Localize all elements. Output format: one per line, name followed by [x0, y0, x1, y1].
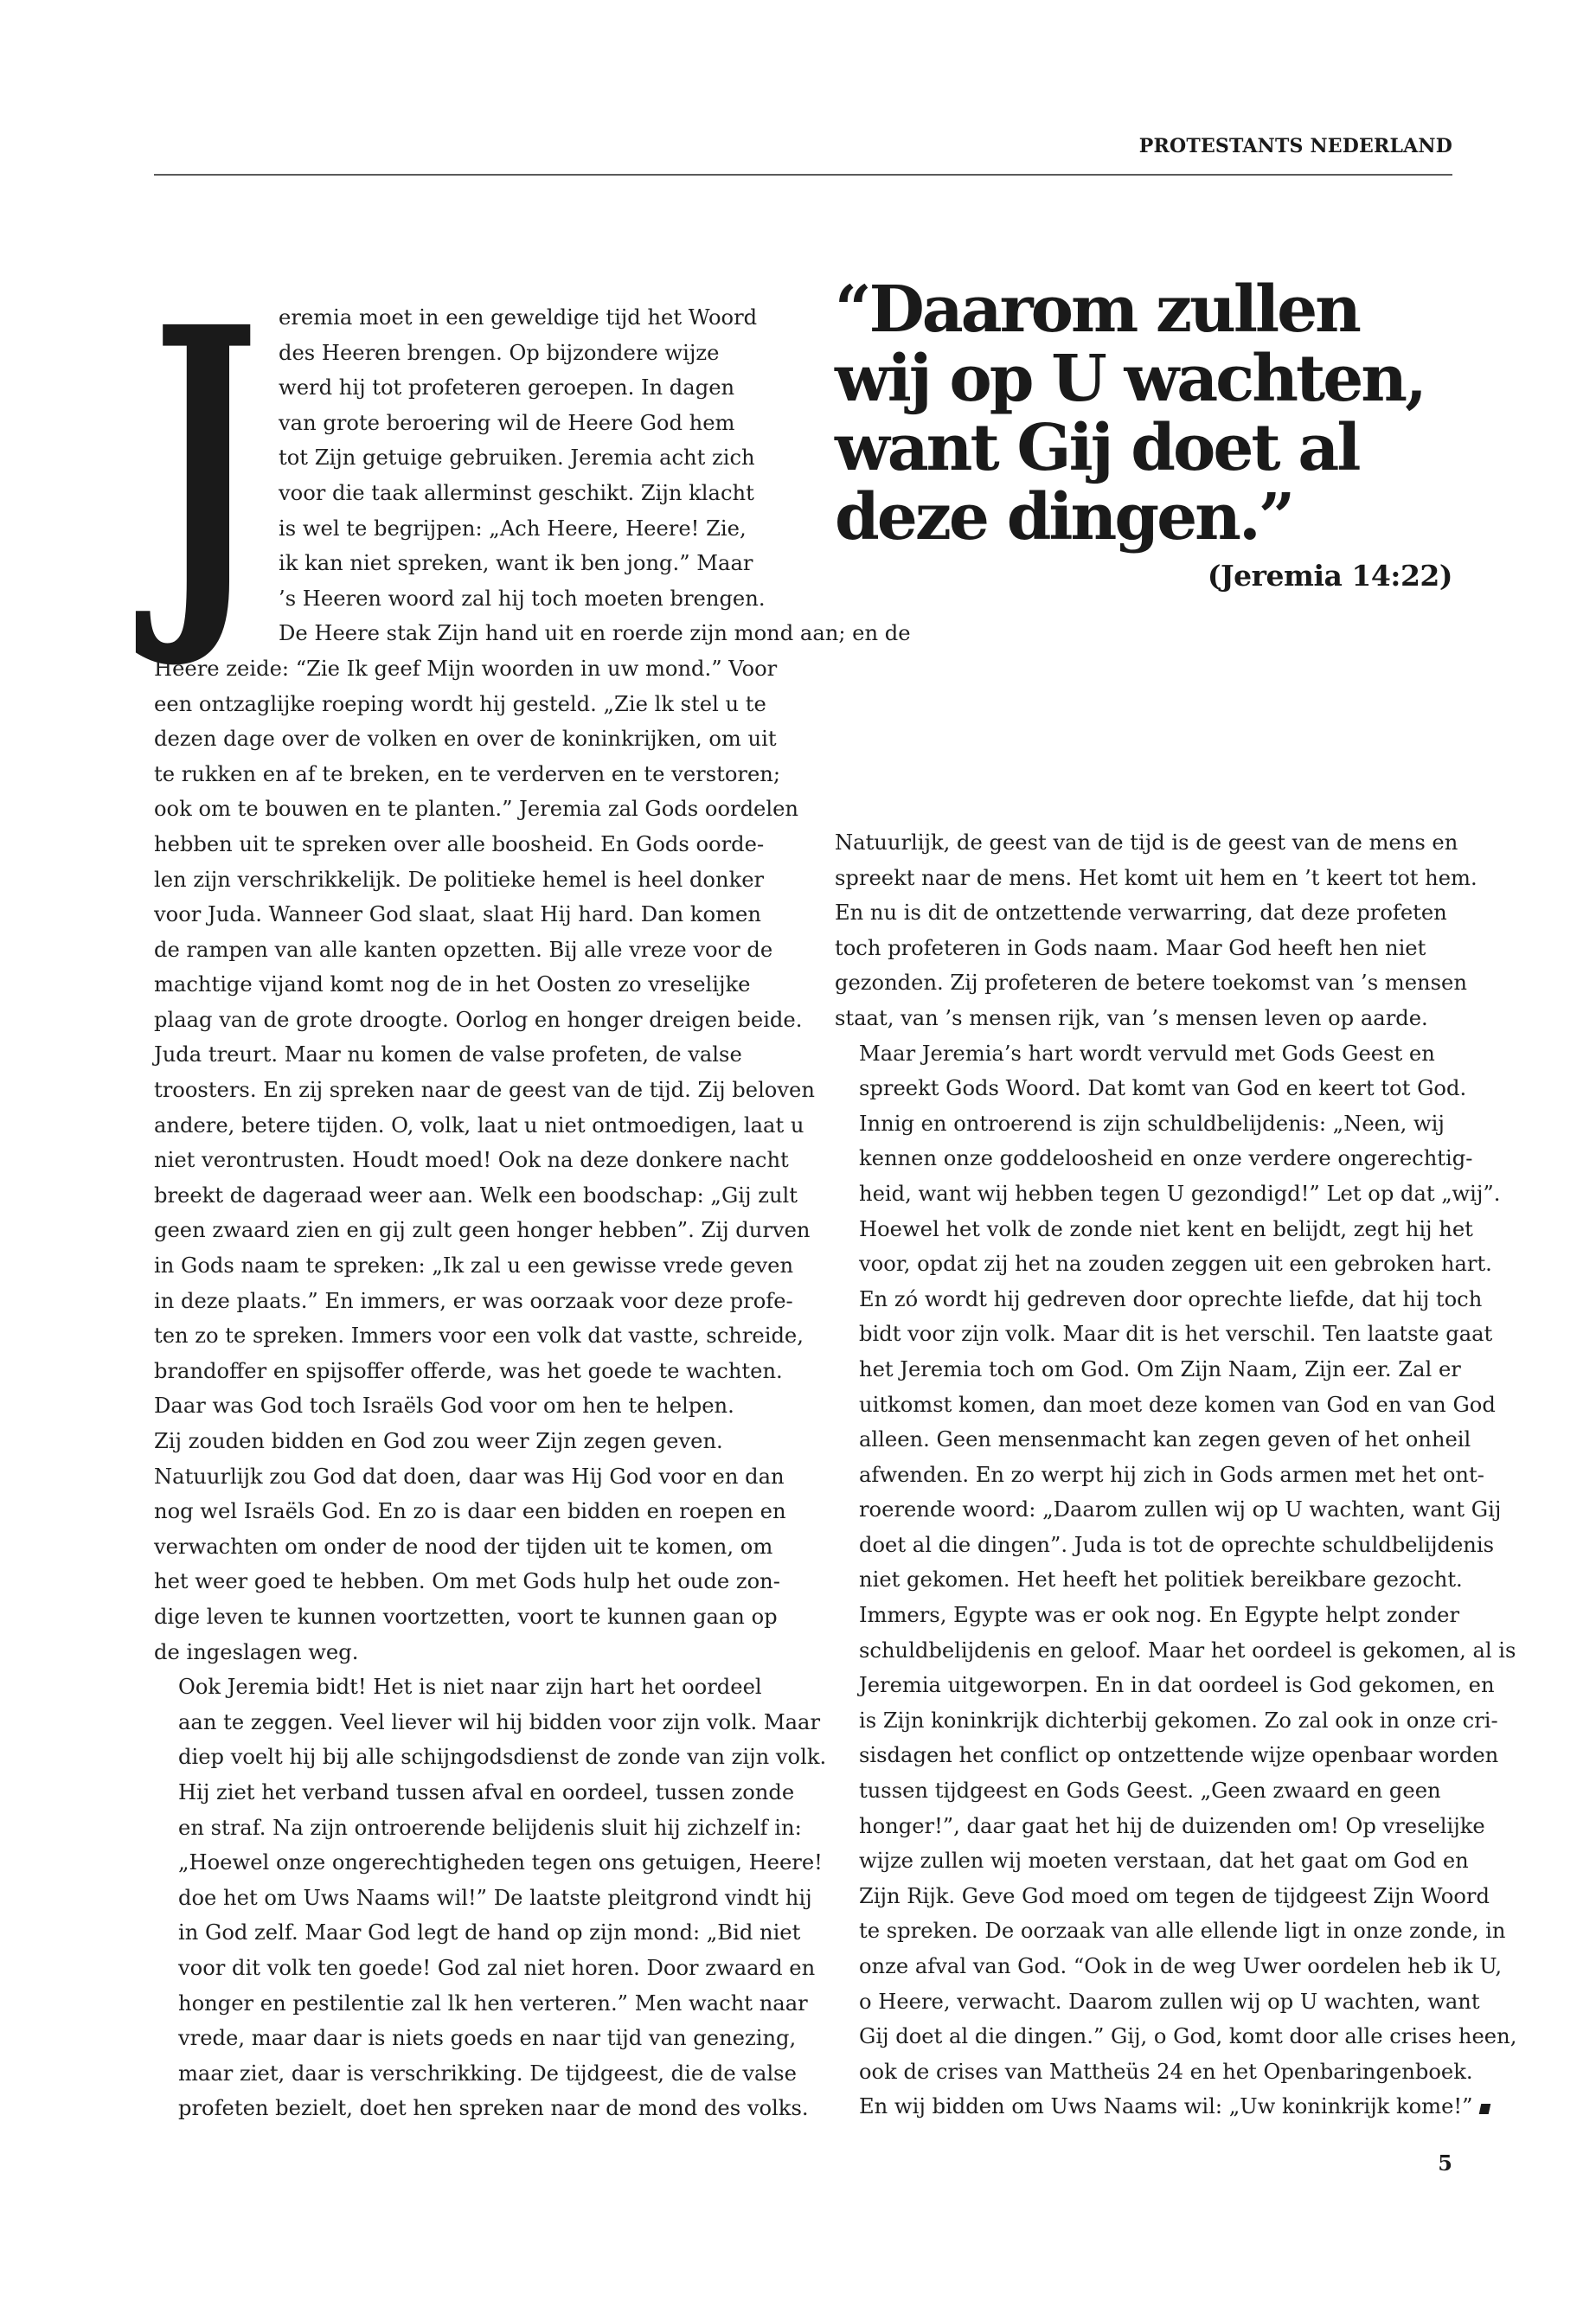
text-line: kennen onze goddeloosheid en onze verdere ongerechtig- [859, 1146, 1473, 1171]
text-line: aan te zeggen. Veel liever wil hij bidden voor zijn volk. Maar [178, 1709, 821, 1734]
pull-quote-line: “Daarom zullen [835, 272, 1359, 347]
text-line: Daar was God toch Israëls God voor om hen te helpen. [154, 1394, 734, 1419]
text-line: Immers, Egypte was er ook nog. En Egypte helpt zonder [859, 1603, 1460, 1628]
text-line: machtige vijand komt nog de in het Oosten zo vreselijke [154, 972, 751, 997]
text-line: verwachten om onder de nood der tijden uit te komen, om [154, 1534, 773, 1559]
text-line: Hoewel het volk de zonde niet kent en belijdt, zegt hij het [859, 1216, 1473, 1241]
text-line: bidt voor zijn volk. Maar dit is het verschil. Ten laatste gaat [859, 1322, 1493, 1347]
text-line: voor die taak allerminst geschikt. Zijn klacht [279, 480, 754, 505]
text-line: Ook Jeremia bidt! Het is niet naar zijn hart het oordeel [178, 1675, 762, 1700]
text-line: geen zwaard zien en gij zult geen honger hebben”. Zij durven [154, 1218, 811, 1243]
text-line: ook om te bouwen en te planten.” Jeremia zal Gods oordelen [154, 797, 798, 822]
text-line: te rukken en af te breken, en te verderven en te verstoren; [154, 761, 780, 786]
text-line: spreekt Gods Woord. Dat komt van God en keert tot God. [859, 1076, 1467, 1101]
text-line: honger!”, daar gaat het hij de duizenden om! Op vreselijke [859, 1813, 1485, 1838]
text-line: dezen dage over de volken en over de koninkrijken, om uit [154, 727, 777, 752]
text-line: nog wel Israëls God. En zo is daar een bidden en roepen en [154, 1499, 786, 1524]
text-line: het weer goed te hebben. Om met Gods hulp het oude zon- [154, 1569, 780, 1594]
text-line: ik kan niet spreken, want ik ben jong.” Maar [279, 551, 753, 576]
text-line: breekt de dageraad weer aan. Welk een boodschap: „Gij zult [154, 1183, 798, 1208]
text-line: Gij doet al die dingen.” Gij, o God, komt door alle crises heen, [859, 2024, 1517, 2049]
text-line: voor dit volk ten goede! God zal niet horen. Door zwaard en [178, 1955, 816, 1980]
text-line: Innig en ontroerend is zijn schuldbelijdenis: „Neen, wij [859, 1111, 1445, 1136]
text-line: spreekt naar de mens. Het komt uit hem en ’t keert tot hem. [835, 865, 1477, 890]
text-line: te spreken. De oorzaak van alle ellende ligt in onze zonde, in [859, 1919, 1506, 1944]
publication-title: PROTESTANTS NEDERLAND [1138, 135, 1452, 157]
text-line: voor Juda. Wanneer God slaat, slaat Hij hard. Dan komen [154, 902, 761, 927]
text-line: van grote beroering wil de Heere God hem [279, 410, 735, 435]
drop-cap: J [152, 249, 260, 676]
text-line: brandoffer en spijsoffer offerde, was het goede te wachten. [154, 1358, 783, 1383]
text-line: En zó wordt hij gedreven door oprechte liefde, dat hij toch [859, 1286, 1483, 1311]
text-line: Jeremia uitgeworpen. En in dat oordeel is God gekomen, en [859, 1673, 1495, 1698]
paragraph-4 [835, 1036, 1517, 2125]
page-header [154, 130, 1452, 176]
text-line: onze afval van God. “Ook in de weg Uwer oordelen heb ik U, [859, 1954, 1503, 1978]
text-line: is Zijn koninkrijk dichterbij gekomen. Zo zal ook in onze cri- [859, 1708, 1498, 1733]
pull-quote-reference: (Jeremia 14:22) [1207, 559, 1452, 593]
text-line: in God zelf. Maar God legt de hand op zijn mond: „Bid niet [178, 1920, 801, 1945]
text-line: De Heere stak Zijn hand uit en roerde zijn mond aan; en de [279, 621, 911, 646]
text-line: tussen tijdgeest en Gods Geest. „Geen zwaard en geen [859, 1779, 1441, 1804]
text-line: afwenden. En zo werpt hij zich in Gods armen met het ont- [859, 1462, 1484, 1487]
text-line: des Heeren brengen. Op bijzondere wijze [279, 340, 720, 365]
text-line: niet gekomen. Het heeft het politiek bereikbare gezocht. [859, 1567, 1463, 1593]
text-line: Natuurlijk zou God dat doen, daar was Hij God voor en dan [154, 1464, 785, 1489]
text-line: sisdagen het conflict op ontzettende wijze openbaar worden [859, 1743, 1499, 1768]
text-line: in deze plaats.” En immers, er was oorzaak voor deze profe- [154, 1288, 793, 1313]
text-line: len zijn verschrikkelijk. De politieke hemel is heel donker [154, 867, 765, 892]
paragraph-3 [835, 825, 1477, 1036]
pull-quote-line: want Gij doet al [835, 411, 1359, 485]
text-line: Hij ziet het verband tussen afval en oordeel, tussen zonde [178, 1779, 795, 1804]
text-line: het Jeremia toch om God. Om Zijn Naam, Zijn eer. Zal er [859, 1356, 1461, 1381]
text-line: andere, betere tijden. O, volk, laat u niet ontmoedigen, laat u [154, 1112, 804, 1138]
text-line: maar ziet, daar is verschrikking. De tijdgeest, die de valse [178, 2061, 797, 2086]
last-text-line [835, 2089, 1473, 2125]
text-line: gezonden. Zij profeteren de betere toekomst van ’s mensen [835, 971, 1467, 996]
text-line: hebben uit te spreken over alle boosheid. En Gods oorde- [154, 831, 765, 856]
text-line: een ontzaglijke roeping wordt hij gesteld. „Zie lk stel u te [154, 691, 766, 716]
text-line: doe het om Uws Naams wil!” De laatste pleitgrond vindt hij [178, 1885, 812, 1910]
text-line: en straf. Na zijn ontroerende belijdenis sluit hij zichzelf in: [178, 1815, 802, 1840]
left-column [152, 249, 911, 2126]
text-line: o Heere, verwacht. Daarom zullen wij op U wachten, want [859, 1989, 1480, 2014]
text-line: de rampen van alle kanten opzetten. Bij alle vreze voor de [154, 937, 773, 962]
text-line: wijze zullen wij moeten verstaan, dat het gaat om God en [859, 1849, 1469, 1874]
text-line: ’s Heeren woord zal hij toch moeten brengen. [279, 586, 766, 611]
text-line: vrede, maar daar is niets goeds en naar tijd van genezing, [178, 2026, 797, 2051]
paragraph-2 [154, 1670, 827, 2126]
text-line: uitkomst komen, dan moet deze komen van God en van God [859, 1392, 1496, 1417]
end-of-article-mark [1478, 2104, 1490, 2114]
text-line: roerende woord: „Daarom zullen wij op U wachten, want Gij [859, 1497, 1502, 1522]
text-line: ten zo te spreken. Immers voor een volk dat vastte, schreide, [154, 1324, 804, 1349]
text-line: profeten bezielt, doet hen spreken naar de mond des volks. [178, 2096, 809, 2121]
text-line: voor, opdat zij het na zouden zeggen uit een gebroken hart. [859, 1252, 1492, 1277]
pull-quote [835, 272, 1458, 554]
text-line: Zijn Rijk. Geve God moed om tegen de tijdgeest Zijn Woord [859, 1883, 1490, 1908]
text-line: schuldbelijdenis en geloof. Maar het oordeel is gekomen, al is [859, 1638, 1516, 1663]
text-line: staat, van ’s mensen rijk, van ’s mensen leven op aarde. [835, 1005, 1428, 1030]
text-line: eremia moet in een geweldige tijd het Woord [279, 305, 758, 330]
text-line: Natuurlijk, de geest van de tijd is de geest van de mens en [835, 830, 1458, 855]
text-line: diep voelt hij bij alle schijngodsdienst de zonde van zijn volk. [178, 1745, 827, 1770]
text-line: alleen. Geen mensenmacht kan zegen geven of het onheil [859, 1427, 1471, 1452]
text-line: tot Zijn getuige gebruiken. Jeremia acht zich [279, 445, 755, 471]
text-line: heid, want wij hebben tegen U gezondigd!” Let op dat „wij”. [859, 1181, 1501, 1206]
pull-quote-line: wij op U wachten, [835, 342, 1425, 416]
text-line: Juda treurt. Maar nu komen de valse profeten, de valse [154, 1042, 742, 1067]
text-line: de ingeslagen weg. [154, 1639, 359, 1664]
text-line: honger en pestilentie zal lk hen verteren.” Men wacht naar [178, 1990, 808, 2016]
text-line-content: En wij bidden om Uws Naams wil: „Uw koninkrijk kome!” [859, 2094, 1473, 2119]
text-line: ook de crises van Mattheüs 24 en het Openbaringenboek. [859, 2059, 1473, 2084]
paragraph-1 [152, 249, 911, 1670]
text-line: Maar Jeremia’s hart wordt vervuld met Gods Geest en [859, 1041, 1435, 1066]
text-line: Zij zouden bidden en God zou weer Zijn zegen geven. [154, 1429, 723, 1453]
text-line: werd hij tot profeteren geroepen. In dagen [279, 375, 735, 401]
page-number: 5 [1438, 2150, 1452, 2176]
text-line: niet verontrusten. Houdt moed! Ook na deze donkere nacht [154, 1148, 789, 1173]
text-line: is wel te begrijpen: „Ach Heere, Heere! Zie, [279, 516, 747, 541]
text-line: troosters. En zij spreken naar de geest van de tijd. Zij beloven [154, 1078, 815, 1103]
text-line: „Hoewel onze ongerechtigheden tegen ons getuigen, Heere! [178, 1850, 823, 1875]
text-line: Heere zeide: “Zie Ik geef Mijn woorden in uw mond.” Voor [154, 656, 778, 681]
right-column [835, 825, 1517, 2125]
text-line: in Gods naam te spreken: „Ik zal u een gewisse vrede geven [154, 1253, 794, 1279]
pull-quote-line: deze dingen.” [835, 480, 1293, 554]
text-line: dige leven te kunnen voortzetten, voort te kunnen gaan op [154, 1604, 778, 1629]
text-line: En nu is dit de ontzettende verwarring, dat deze profeten [835, 901, 1447, 926]
text-line: doet al die dingen”. Juda is tot de oprechte schuldbelijdenis [859, 1532, 1495, 1557]
text-line: toch profeteren in Gods naam. Maar God heeft hen niet [835, 935, 1426, 960]
text-line: plaag van de grote droogte. Oorlog en honger dreigen beide. [154, 1007, 803, 1032]
